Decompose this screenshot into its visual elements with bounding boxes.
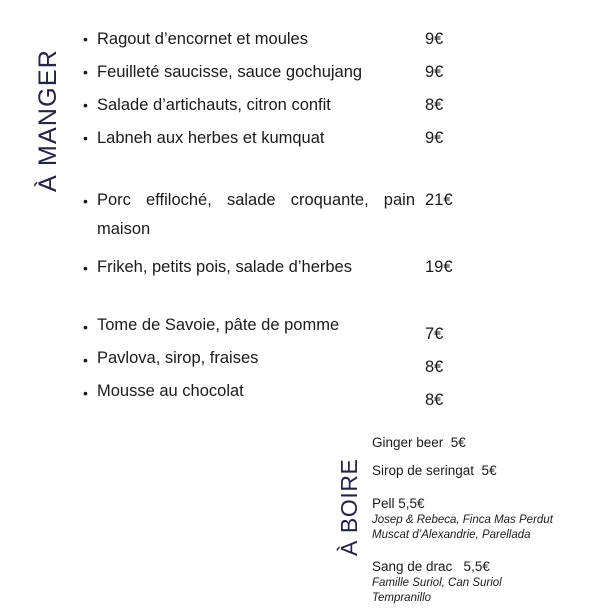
menu-item-name: Pavlova, sirop, fraises [97, 349, 259, 367]
menu-item-name-line1: Porc effiloché, salade croquante, pain [97, 191, 415, 209]
menu-item-price: 9€ [425, 129, 444, 147]
menu-item-name: Frikeh, petits pois, salade d’herbes [97, 258, 352, 276]
menu-item [83, 312, 483, 342]
drink-item [372, 557, 604, 606]
drink-item-title: Pell 5,5€ [372, 496, 425, 511]
bullet-icon: • [83, 64, 88, 80]
drink-item-title: Ginger beer 5€ [372, 435, 466, 450]
bullet-icon: • [83, 352, 88, 368]
section-heading-a-manger: À MANGER [34, 49, 62, 192]
bullet-icon: • [83, 130, 88, 146]
menu-item [83, 345, 483, 375]
menu-item [83, 90, 483, 120]
drink-item-title: Sang de drac 5,5€ [372, 559, 490, 574]
bullet-icon: • [83, 319, 88, 335]
menu-item-name: Tome de Savoie, pâte de pomme [97, 316, 340, 334]
drink-item-title: Sirop de seringat 5€ [372, 463, 497, 478]
drink-item-grapes: Muscat d’Alexandrie, Parellada [372, 529, 531, 541]
menu-item-name [97, 186, 425, 244]
menu-item-name: Labneh aux herbes et kumquat [97, 129, 325, 147]
drink-item [372, 494, 604, 543]
drink-item-grapes: Tempranillo [372, 592, 432, 604]
menu-item-name: Mousse au chocolat [97, 382, 244, 400]
menu-item-name: Ragout d’encornet et moules [97, 30, 308, 48]
bullet-icon: • [83, 260, 88, 276]
bullet-icon: • [83, 385, 88, 401]
food-group-starters [83, 24, 483, 153]
drink-item-producer: Josep & Rebeca, Finca Mas Perdut [372, 514, 553, 526]
menu-item-price: 8€ [425, 358, 444, 376]
bullet-icon: • [83, 31, 88, 47]
menu-item-price: 9€ [425, 63, 444, 81]
group-spacer [83, 153, 483, 186]
menu-item [83, 378, 483, 408]
menu-item-name-line2: maison [97, 220, 151, 238]
menu-item [83, 57, 483, 87]
drink-item-producer: Famille Suriol, Can Suriol [372, 577, 502, 589]
menu-item-name: Feuilleté saucisse, sauce gochujang [97, 63, 363, 81]
food-menu [83, 24, 483, 408]
bullet-icon: • [83, 193, 88, 209]
menu-item [83, 253, 483, 283]
menu-item-price: 21€ [425, 191, 453, 209]
drink-item [372, 433, 604, 452]
drinks-menu [372, 433, 604, 606]
food-group-desserts [83, 312, 483, 408]
food-group-mains [83, 186, 483, 283]
menu-item [83, 24, 483, 54]
menu-item-price: 9€ [425, 30, 444, 48]
menu-item [83, 186, 483, 244]
menu-item-name: Salade d’artichauts, citron confit [97, 96, 331, 114]
menu-item [83, 123, 483, 153]
menu-item-price: 8€ [425, 96, 444, 114]
menu-item-price: 7€ [425, 325, 444, 343]
bullet-icon: • [83, 97, 88, 113]
menu-item-price: 19€ [425, 258, 453, 276]
drink-item [372, 461, 604, 480]
section-heading-a-boire: À BOIRE [336, 458, 362, 556]
group-spacer [83, 283, 483, 312]
menu-item-price: 8€ [425, 391, 444, 409]
